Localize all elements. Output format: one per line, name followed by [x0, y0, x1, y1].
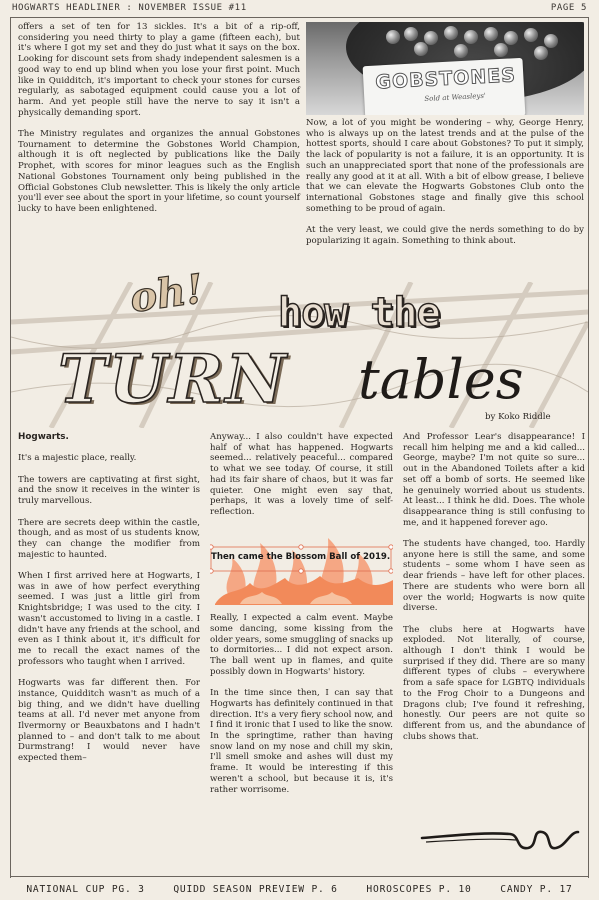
paragraph: There are secrets deep within the castle, though, and as most of us students know, they can change the modifier from majestic to haunted. [18, 517, 200, 560]
title-tables: tables [358, 348, 524, 411]
stone-icon [386, 30, 400, 44]
footer-link-candy: CANDY P. 17 [500, 883, 573, 895]
stone-icon [524, 28, 538, 42]
flame-icon [210, 528, 393, 605]
paragraph: Now, a lot of you might be wondering – why, George Henry, who is always up on the latest trends and at the pulse of the hottest sports, should I care about Gobstones? To put it simply, the lack of popularity is not a failure, it is an opportunity. It is such an unappreciated sport that none of the professionals are really any good at it at all. With a bit of elbow grease, I believe that we can elevate the Hogwarts Gobstones Club onto the international Gobstones stage and finally give this school something to be proud of again. [306, 118, 584, 214]
page-header [12, 0, 587, 16]
article-column-1 [18, 432, 200, 774]
stone-icon [494, 43, 508, 57]
stone-icon [464, 30, 478, 44]
issue-label: HOGWARTS HEADLINER : NOVEMBER ISSUE #11 [12, 3, 247, 13]
paragraph: The clubs here at Hogwarts have exploded. Not literally, of course, although I don't think I would be surprised if they did. There are so many different types of clubs – everywhere from a safe space for LGBTQ individuals to the Frog Choir to a Dungeons and Dragons club; I've found it refreshing, honestly. Our peers are not quite so different from us, and the abundance of clubs shows that. [403, 624, 585, 742]
gobstones-photo [306, 22, 584, 115]
header-rule [10, 17, 589, 18]
article-column-3 [403, 432, 585, 753]
paragraph: In the time since then, I can say that Hogwarts has definitely continued in that direction. It's a very fiery school now, and I find it ironic that I used to like the snow. In the springtime, rather than having snow land on my nose and chill my skin, I'll smell smoke and ashes will dust my frame. It would be interesting if this weren't a school, but because it is, it's rather worrisome. [210, 688, 393, 795]
article-column-2 [210, 432, 393, 806]
flame-callout [210, 528, 393, 605]
footer-link-quidd-preview: QUIDD SEASON PREVIEW P. 6 [173, 883, 338, 895]
sign-subtitle: Sold at Weasleys' [424, 91, 487, 104]
stone-icon [504, 31, 518, 45]
paragraph: Really, I expected a calm event. Maybe some dancing, some kissing from the older years, some smuggling of snacks up to dormitories... I did not expect arson. The ball went up in flames, and quite possibly down in Hogwarts' history. [210, 613, 393, 677]
stone-icon [534, 46, 548, 60]
footer-link-horoscopes: HOROSCOPES P. 10 [366, 883, 472, 895]
paragraph: The towers are captivating at first sight, and the snow it receives in the winter is truly marvellous. [18, 474, 200, 507]
paragraph: The students have changed, too. Hardly anyone here is still the same, and some students – some whom I have seen as dear friends – have left for other places. There are students who were born all over the world; Hogwarts is now quite diverse. [403, 539, 585, 614]
footer-rule [10, 876, 589, 877]
swash-flourish-icon [420, 818, 580, 858]
page-number: PAGE 5 [550, 3, 587, 13]
sign-title: GOBSTONES [374, 64, 517, 94]
gobstones-column-left [18, 22, 300, 225]
stone-icon [544, 34, 558, 48]
frame-left [10, 17, 11, 878]
paragraph: And Professor Lear's disappearance! I recall him helping me and a kid called... George, maybe? I'm not quite so sure... out in the Abandoned Toilets after a kid set off a bomb of sorts. He seemed like he genuinely worried about us students. At least... I think he did. Does. The whole disappearance thing is still confusing to me, and it happened forever ago. [403, 432, 585, 528]
gobstones-sign [363, 58, 526, 115]
title-oh: oh! [127, 265, 207, 322]
stone-icon [454, 44, 468, 58]
paragraph: When I first arrived here at Hogwarts, I was in awe of how perfect everything seemed. I was just a little girl from Knightsbridge; I was used to the city. I wasn't accustomed to living in a castle. I didn't have any friends at the school, and even as I think about it, it's difficult for me to recall the exact names of the professors who taught when I arrived. [18, 571, 200, 667]
flame-caption: Then came the Blossom Ball of 2019. [211, 552, 391, 563]
paragraph: It's a majestic place, really. [18, 453, 137, 464]
stone-icon [444, 26, 458, 40]
title-how-the: how the [278, 290, 440, 336]
frame-right [588, 17, 589, 878]
paragraph: The Ministry regulates and organizes the annual Gobstones Tournament to determine the Gobstones World Champion, although it is oft neglected by publications like the Daily Prophet, with scores for minor leagues such as the English National Gobstones Tournament only being published in the Official Gobstones Club newsletter. This is likely the only article you'll ever see about the sport in your lifetime, so count yourself lucky to have been enlightened. [18, 129, 300, 214]
paragraph: Hogwarts was far different then. For instance, Quidditch wasn't as much of a big thing, and we didn't have duelling teams at all. I'd never met anyone from Ilvermorny or Beauxbatons and I hadn't planned to – and don't talk to me about Durmstrang! I would never have expected them– [18, 678, 200, 764]
article-lead: Hogwarts. [18, 432, 69, 442]
paragraph: offers a set of ten for 13 sickles. It's a bit of a rip-off, considering you need thirty to play a game (fifteen each), but it's where I got my set and they do just what it says on the box. Looking for discount sets from shady independent salesmen is a good way to end up blind when you lose your first point. Much like in Quidditch, it's important to check your stones for curses regularly, as sabotaged equipment could cause you a lot of harm. And yet people still have the nerve to say it isn't a physically demanding sport. [18, 22, 300, 118]
stone-icon [414, 42, 428, 56]
paragraph: Anyway... I also couldn't have expected half of what has happened. Hogwarts seemed... relatively peaceful... compared to what we see today. Of course, it still had its fair share of chaos, but it was far quieter. One might even say that, perhaps, it was a lovely time of self-reflection. [210, 432, 393, 517]
paragraph: At the very least, we could give the nerds something to do by popularizing it again. Something to think about. [306, 225, 584, 246]
byline: by Koko Riddle [485, 412, 551, 422]
stone-icon [404, 27, 418, 41]
page-footer [12, 880, 587, 898]
stone-icon [484, 27, 498, 41]
footer-link-national-cup: NATIONAL CUP PG. 3 [26, 883, 145, 895]
title-turn: TURN [58, 340, 288, 418]
stone-icon [424, 31, 438, 45]
gobstones-column-right [306, 118, 584, 257]
